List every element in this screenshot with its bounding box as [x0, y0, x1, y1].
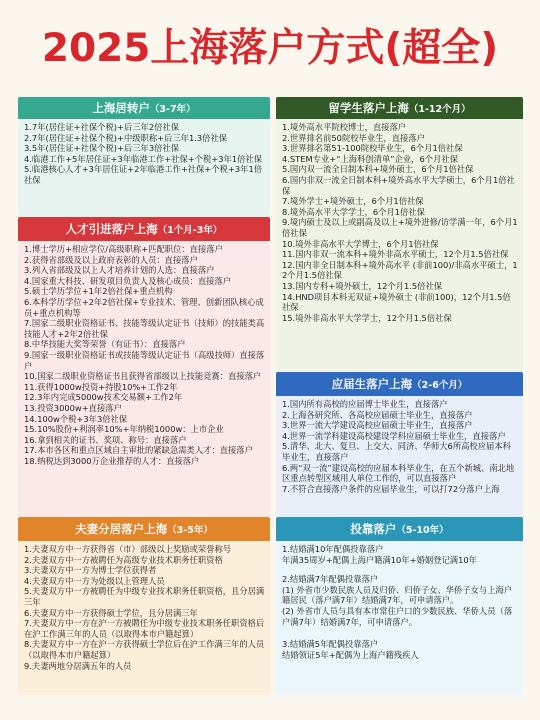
section-title: 人才引进落户上海	[65, 222, 158, 236]
section-title: 夫妻分居落户上海	[75, 522, 168, 536]
section-body	[18, 241, 270, 466]
list-item: 9.境内硕士及以上或副高及以上+境外进修/访学满一年，6个月1倍社保	[282, 217, 518, 238]
list-item: 12.3年内完成5000w技术交易额+工作2年	[24, 392, 183, 403]
list-item: 8.境外高水平大学学士，6个月1倍社保	[282, 206, 425, 217]
list-item: (1) 外省市少数民族人员及归侨、归侨子女、华侨子女与上海户籍居民（落户满7年）结婚满7年，可申请落户。	[282, 584, 513, 606]
list-item: 8.夫妻双方中一方在沪一方获得硕士学位后在沪工作满三年的人员（以取得本市户籍起算）	[24, 639, 265, 660]
section-period: （5-10年）	[396, 525, 449, 536]
list-item: 2.世界排名前50院校毕业生，直接落户	[282, 132, 425, 143]
section-fuqi	[18, 517, 270, 695]
list-item: 12.国内非全日制本科+境外高水平 (非前100)/非高水平硕士，12个月1.5倍社保	[282, 259, 518, 281]
section-header	[18, 97, 270, 119]
list-item: 2.上海各研究所、各高校应届硕士毕业生，直接落户	[282, 409, 473, 420]
list-item: 3.世界一流大学建设高校应届硕士毕业生，直接落户	[282, 420, 473, 431]
list-item: 5.国内双一流全日制本科+境外硕士，6个月1倍社保	[282, 164, 474, 175]
list-item: 7.不符合直接落户条件的应届毕业生，可以打72分落户上海	[282, 483, 500, 494]
list-item: 16.拿到相关的证书、奖项、称号：直接落户	[24, 434, 187, 445]
page-title: 2025上海落户方式(超全)	[41, 26, 499, 71]
list-item: 4.国家重大科技、研发项目负责人及核心成员：直接落户	[24, 275, 232, 286]
list-item: 4.临港工作+5年居住证+3年临港工作+社保+个税+3年1倍社保	[24, 153, 263, 164]
list-item: 10.国家二级职业资格证书且获得省部级以上技能竞赛：直接落户	[24, 371, 262, 382]
section-header	[18, 517, 270, 541]
section-header	[276, 517, 523, 541]
list-item: 1.博士学历+相应学位/高级职称+匹配职位：直接落户	[24, 244, 223, 254]
list-item: 13.投资3000w+直接落户	[24, 402, 122, 413]
section-body	[276, 541, 523, 660]
list-item: 3.结婚满5年配偶投靠落户	[282, 639, 379, 650]
section-header	[18, 217, 270, 241]
section-header	[276, 372, 523, 396]
list-item: 1.国内所有高校的应届博士毕业生，直接落户	[282, 399, 448, 409]
list-item: 2.夫妻双方中一方被聘任为高级专业技术职务任职资格	[24, 554, 223, 565]
list-item: 3.世界排名第51-100院校毕业生，6个月1倍社保	[282, 143, 463, 154]
list-item: 6.国内非双一流全日制本科+境外高水平大学硕士，6个月1倍社保	[282, 174, 515, 196]
list-item: 1.夫妻双方中一方获得省（市）部级以上奖励或荣誉称号	[24, 544, 232, 554]
section-period: （1个月-3年）	[157, 225, 223, 236]
list-item: 年满35周岁+配偶上海户籍满10年+婚姻登记满10年	[282, 554, 477, 565]
section-body	[18, 119, 270, 186]
list-item: 6.本科学历学位+2年2倍社保+专业技术、管理、创新团队核心成员+重点机构等	[24, 296, 264, 318]
section-title: 投靠落户	[350, 522, 397, 536]
list-item: 1.7年(居住证+社保个税)+后三年2倍社保	[24, 122, 180, 132]
list-item: 5.硕士学历学位+1年2倍社保+重点机构	[24, 286, 173, 297]
section-body	[18, 541, 270, 671]
section-body	[276, 396, 523, 494]
list-item: 2.结婚满7年配偶投靠落户	[282, 574, 379, 585]
section-toukao	[276, 517, 523, 695]
section-body	[276, 119, 523, 323]
list-item: 5.夫妻双方中一方被聘任为中级专业技术职务任职资格，且分居满三年	[24, 586, 265, 607]
list-item: 11.国内非双一流本科+境外非高水平硕士，12个月1.5倍社保	[282, 249, 509, 260]
list-item: 14.HND项目本科无双证+境外硕士 (非前100)，12个月1.5倍社保	[282, 291, 511, 313]
list-item: 7.夫妻双方中一方在沪一方被聘任为中级专业技术职务任职资格后在沪工作满三年的人员（以取得本市户籍起算）	[24, 618, 265, 639]
section-header	[276, 97, 523, 119]
list-item: 结婚领证5年+配偶为上海户籍残疾人	[282, 649, 419, 660]
section-title: 应届生落户上海	[331, 377, 413, 391]
list-item: 2.7年(居住证+社保个税)+中级职称+后三年1.3倍社保	[24, 132, 228, 143]
list-item: 6.两“双一流”建设高校的应届本科毕业生，在五个新城、南北地区重点转型区域用人单位工作的，可以直接落户	[282, 462, 515, 484]
list-item: 14.100w个税+3年3倍社保	[24, 413, 128, 424]
section-period: （2-6个月）	[412, 380, 468, 391]
section-period: （1-12个月）	[408, 104, 471, 115]
section-liuxuesheng	[276, 97, 523, 372]
list-item: 7.国家二级职业资格证书、技能等级认定证书（技师）的技能类高技能人才+2年2倍社保	[24, 318, 265, 339]
list-item: 18.纳税达到3000万企业推荐的人才：直接落户	[24, 455, 200, 466]
section-yingjie	[276, 372, 523, 517]
list-item: (2) 外省市人员与具有本市常住户口的少数民族、华侨人员（落户满7年）结婚满7年，可申请落户。	[282, 605, 513, 627]
list-item: 13.国内专科+境外硕士，12个月1.5倍社保	[282, 280, 443, 291]
list-item: 3.列入省部级及以上人才培养计划的人选：直接落户	[24, 265, 215, 276]
list-item: 4.夫妻双方中一方为处级以上管理人员	[24, 575, 165, 586]
list-item: 5.清华、北大、复旦、上交大、同济、华师大6所高校应届本科毕业生，直接落户	[282, 441, 511, 462]
list-item: 17.本市各区和重点区域自主审批的紧缺急需类人才：直接落户	[24, 445, 253, 456]
list-item: 9.夫妻两地分居满五年的人员	[24, 660, 132, 671]
list-item: 10.境外非高水平大学博士，6个月1倍社保	[282, 238, 439, 249]
list-item: 5.临港核心人才+3年居住证+2年临港工作+社保+个税+3年1倍社保	[24, 164, 263, 185]
list-item: 6.夫妻双方中一方获得硕士学位，且分居满三年	[24, 607, 198, 618]
list-item: 1.境外高水平院校博士，直接落户	[282, 122, 407, 132]
list-item: 15.10%股份+利润率10%+年纳税1000w：上市企业	[24, 424, 224, 435]
list-item: 9.国家一级职业资格证书或技能等级认定证书（高级技师）直接落户	[24, 349, 265, 371]
section-period: （3-7年）	[149, 104, 196, 115]
list-item: 11.获得1000w投资+持股10%+工作2年	[24, 381, 178, 392]
section-rencai	[18, 217, 270, 517]
section-title: 上海居转户	[92, 101, 150, 115]
list-item: 8.中华技能大奖等荣誉（有证书）：直接落户	[24, 339, 186, 350]
list-item: 7.境外学士+境外硕士，6个月1倍社保	[282, 196, 424, 207]
section-title: 留学生落户上海	[328, 101, 409, 115]
list-item: 3.5年(居住证+社保个税)+后三年3倍社保	[24, 143, 180, 154]
section-period: （3-5年）	[167, 525, 213, 536]
section-juzhuan	[18, 97, 270, 217]
list-item: 1.结婚满10年配偶投靠落户	[282, 544, 384, 554]
list-item: 4.世界一流学科建设高校建设学科应届硕士毕业生，直接落户	[282, 430, 506, 441]
list-item: 4.STEM专业+“上海科创清单”企业，6个月社保	[282, 153, 458, 164]
list-item: 2.获得省部级及以上政府表彰的人员：直接落户	[24, 254, 198, 265]
list-item: 3.夫妻双方中一方为博士学位获得者	[24, 565, 157, 576]
list-item: 15.境外非高水平大学学士，12个月1.5倍社保	[282, 312, 452, 323]
